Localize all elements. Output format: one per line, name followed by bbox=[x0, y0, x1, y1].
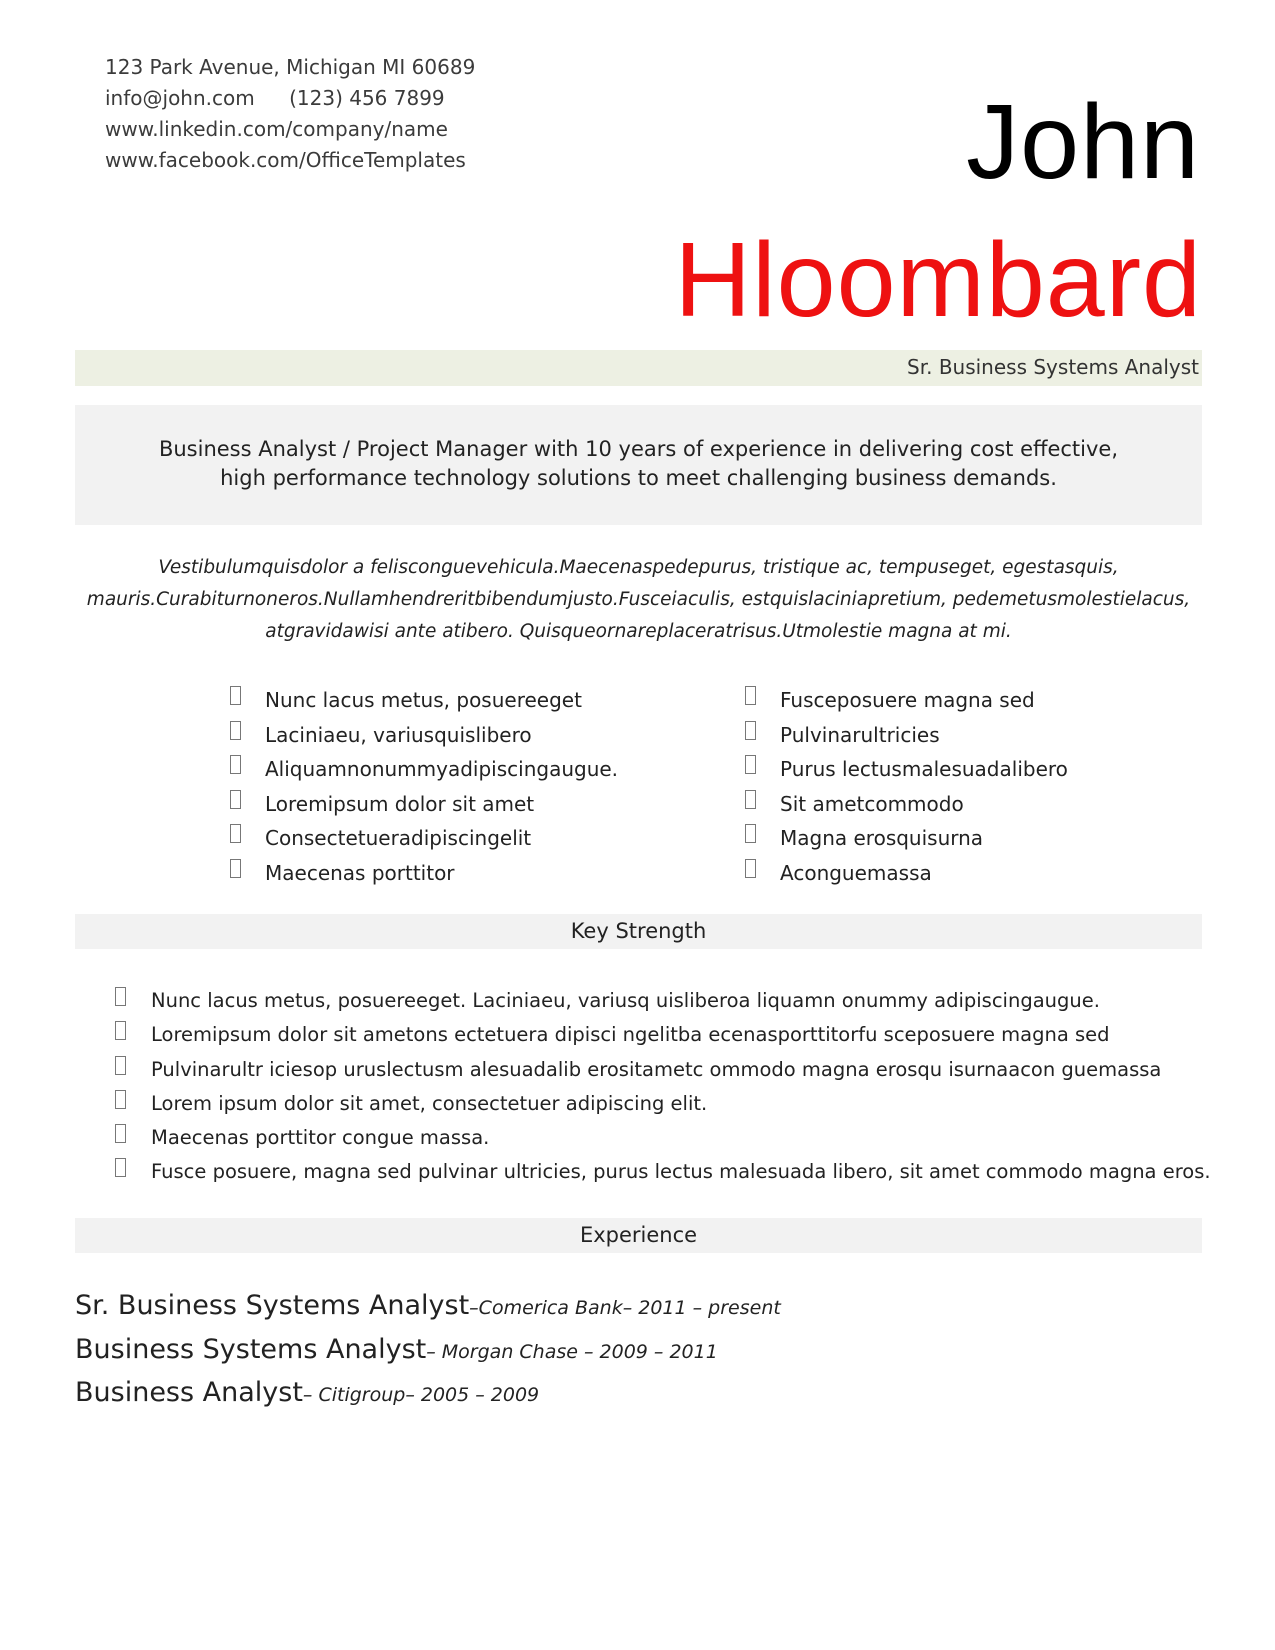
list-item bbox=[115, 1121, 1211, 1155]
job-role: Business Analyst bbox=[75, 1377, 303, 1408]
contact-block bbox=[105, 52, 475, 176]
checkbox-bullet-icon bbox=[745, 686, 756, 705]
experience-heading: Experience bbox=[75, 1218, 1202, 1253]
list-item-text: Pulvinarultricies bbox=[780, 722, 940, 747]
checkbox-bullet-icon bbox=[230, 721, 241, 740]
list-item bbox=[745, 787, 1068, 822]
contact-phone: (123) 456 7899 bbox=[289, 86, 445, 110]
intro-line: Vestibulumquisdolor a felisconguevehicula.Maecenaspedepurus, tristique ac, tempuseget, egestasquis, bbox=[158, 557, 1119, 578]
skills-left-list bbox=[230, 683, 618, 890]
checkbox-bullet-icon bbox=[745, 859, 756, 878]
key-strength-list bbox=[115, 984, 1211, 1190]
checkbox-bullet-icon bbox=[230, 824, 241, 843]
job-detail: – Morgan Chase – 2009 – 2011 bbox=[426, 1340, 718, 1363]
list-item-text: Magna erosquisurna bbox=[780, 826, 984, 850]
list-item-text: Sit ametcommodo bbox=[780, 791, 964, 816]
list-item-text: Fusce posuere, magna sed pulvinar ultricies, purus lectus malesuada libero, sit amet commodo magna eros. bbox=[151, 1160, 1211, 1184]
checkbox-bullet-icon bbox=[115, 1021, 126, 1040]
contact-email[interactable]: info@john.com bbox=[105, 86, 255, 110]
checkbox-bullet-icon bbox=[745, 790, 756, 809]
skills-right-list bbox=[745, 683, 1068, 890]
list-item bbox=[115, 1053, 1211, 1087]
first-name: John bbox=[966, 83, 1200, 201]
list-item-text: Nunc lacus metus, posuereeget. Laciniaeu, variusq uisliberoa liquamn onummy adipiscingaugue. bbox=[151, 989, 1100, 1012]
job-entry bbox=[75, 1371, 781, 1415]
key-strength-heading: Key Strength bbox=[75, 914, 1202, 949]
checkbox-bullet-icon bbox=[230, 790, 241, 809]
list-item bbox=[745, 683, 1068, 718]
checkbox-bullet-icon bbox=[745, 755, 756, 774]
checkbox-bullet-icon bbox=[115, 987, 126, 1006]
list-item-text: Aconguemassa bbox=[780, 860, 932, 885]
intro-line: mauris.Curabiturnoneros.Nullamhendreritbibendumjusto.Fusceiaculis, estquislaciniapretium, pedemetusmolestielacus, bbox=[86, 589, 1191, 610]
contact-email-phone-row bbox=[105, 83, 475, 114]
list-item-text: Loremipsum dolor sit ametons ectetuera dipisci ngelitba ecenasporttitorfu sceposuere magna sed bbox=[151, 1023, 1110, 1047]
job-title-bar bbox=[75, 350, 1202, 386]
summary-text bbox=[75, 435, 1202, 493]
checkbox-bullet-icon bbox=[115, 1124, 126, 1143]
job-role: Sr. Business Systems Analyst bbox=[75, 1290, 470, 1321]
list-item bbox=[115, 1155, 1211, 1189]
list-item bbox=[230, 683, 618, 718]
checkbox-bullet-icon bbox=[745, 824, 756, 843]
list-item-text: Aliquamnonummyadipiscingaugue. bbox=[265, 757, 619, 781]
last-name: Hloombard bbox=[674, 221, 1202, 339]
list-item bbox=[745, 821, 1068, 856]
job-entry bbox=[75, 1284, 781, 1328]
list-item-text: Lorem ipsum dolor sit amet, consectetuer adipiscing elit. bbox=[151, 1091, 708, 1115]
job-detail: –Comerica Bank– 2011 – present bbox=[469, 1297, 781, 1319]
list-item-text: Nunc lacus metus, posuereeget bbox=[265, 688, 582, 712]
checkbox-bullet-icon bbox=[230, 686, 241, 705]
contact-facebook[interactable]: www.facebook.com/OfficeTemplates bbox=[105, 148, 466, 172]
list-item bbox=[230, 856, 618, 891]
list-item-text: Laciniaeu, variusquislibero bbox=[265, 722, 532, 747]
summary-line: Business Analyst / Project Manager with 10 years of experience in delivering cost effective, bbox=[158, 437, 1119, 461]
list-item bbox=[230, 718, 618, 753]
checkbox-bullet-icon bbox=[745, 721, 756, 740]
contact-address: 123 Park Avenue, Michigan MI 60689 bbox=[105, 55, 476, 79]
list-item bbox=[115, 1087, 1211, 1121]
checkbox-bullet-icon bbox=[230, 755, 241, 774]
job-title: Sr. Business Systems Analyst bbox=[907, 355, 1199, 379]
list-item bbox=[230, 821, 618, 856]
list-item-text: Maecenas porttitor bbox=[265, 860, 455, 885]
list-item-text: Purus lectusmalesuadalibero bbox=[780, 757, 1068, 781]
summary-box bbox=[75, 405, 1202, 525]
list-item bbox=[230, 752, 618, 787]
checkbox-bullet-icon bbox=[230, 859, 241, 878]
checkbox-bullet-icon bbox=[115, 1158, 126, 1177]
job-detail: – Citigroup– 2005 – 2009 bbox=[302, 1384, 540, 1406]
list-item bbox=[115, 984, 1211, 1018]
job-entry bbox=[75, 1328, 781, 1372]
summary-line: high performance technology solutions to meet challenging business demands. bbox=[220, 466, 1057, 490]
intro-line: atgravidawisi ante atibero. Quisqueornareplaceratrisus.Utmolestie magna at mi. bbox=[265, 621, 1012, 642]
list-item-text: Loremipsum dolor sit amet bbox=[265, 791, 535, 816]
list-item bbox=[745, 752, 1068, 787]
checkbox-bullet-icon bbox=[115, 1090, 126, 1109]
list-item-text: Fusceposuere magna sed bbox=[780, 688, 1035, 712]
list-item-text: Maecenas porttitor congue massa. bbox=[151, 1126, 490, 1150]
experience-list bbox=[75, 1284, 781, 1415]
list-item bbox=[745, 856, 1068, 891]
list-item bbox=[745, 718, 1068, 753]
intro-paragraph bbox=[75, 552, 1202, 648]
list-item-text: Consectetueradipiscingelit bbox=[265, 826, 532, 850]
list-item bbox=[115, 1018, 1211, 1052]
list-item-text: Pulvinarultr iciesop uruslectusm alesuadalib erositametc ommodo magna erosqu isurnaacon guemassa bbox=[151, 1057, 1162, 1081]
checkbox-bullet-icon bbox=[115, 1056, 126, 1075]
contact-linkedin[interactable]: www.linkedin.com/company/name bbox=[105, 117, 448, 141]
job-role: Business Systems Analyst bbox=[75, 1333, 427, 1365]
list-item bbox=[230, 787, 618, 822]
